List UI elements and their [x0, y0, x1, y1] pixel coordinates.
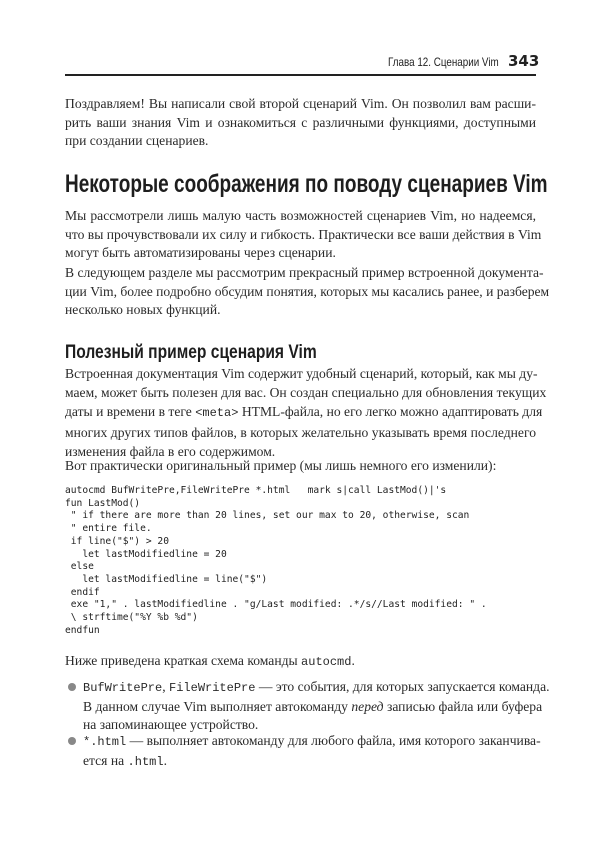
- text-line: маем, может быть полезен для вас. Он создан специально для обновления текущих: [65, 385, 547, 400]
- text-line: ции Vim, более подробно обсудим понятия, которых мы касались ранее, и разберем: [65, 283, 550, 299]
- text: записью файла или буфера: [383, 698, 543, 714]
- section-heading: Некоторые соображения по поводу сценариев Vim: [65, 170, 548, 198]
- inline-code: *.html: [83, 735, 127, 749]
- inline-code-meta: <meta>: [195, 406, 239, 420]
- list-item: [83, 732, 541, 771]
- text: В данном случае Vim выполняет автокоманду: [83, 698, 352, 714]
- text-line: [65, 652, 536, 672]
- text-line: Вот практически оригинальный пример (мы лишь немного его изменили):: [65, 458, 497, 473]
- section-paragraph-2: [65, 264, 550, 320]
- text: ется на: [83, 752, 128, 768]
- inline-code: .html: [127, 754, 164, 769]
- bullet-icon: [68, 737, 76, 745]
- text: ,: [162, 679, 170, 694]
- inline-code-autocmd: autocmd: [301, 655, 352, 669]
- text-line: Поздравляем! Вы написали свой второй сценарий Vim. Он позволил вам расши-: [65, 96, 536, 111]
- text-line: несколько новых функций.: [65, 302, 221, 318]
- text-line: [83, 698, 543, 717]
- code-listing: autocmd BufWritePre,FileWritePre *.html mark s|call LastMod()|'s fun LastMod() " if there are more than 20 lines, set our max to 20, otherwise, scan " entire file. if line("$") > 20 let lastModifiedline = 20 else let lastModifiedline = line("$") endif exe "1," . lastModifiedline . "g/Last modified: .*/s//Last modified: " . \ strftime("%Y %b %d") endfun: [65, 485, 487, 636]
- text-line: рить ваши знания Vim и ознакомиться с различными функциями, доступными: [65, 114, 536, 130]
- inline-code: BufWritePre: [83, 681, 163, 695]
- intro-paragraph: [65, 95, 536, 151]
- emphasis: перед: [351, 698, 384, 714]
- text-line: изменения файла в его содержимом.: [65, 444, 276, 459]
- text: Ниже приведена краткая схема команды: [65, 653, 302, 668]
- list-item: [83, 678, 550, 735]
- text: .: [163, 752, 167, 768]
- text-line: [65, 402, 543, 423]
- section-paragraph-1: [65, 207, 542, 263]
- text-line: [83, 732, 541, 752]
- text-line: при создании сценариев.: [65, 133, 209, 149]
- text-line: могут быть автоматизированы через сценарии.: [65, 245, 336, 261]
- header-rule: [65, 74, 536, 76]
- running-header-chapter: Глава 12. Сценарии Vim: [388, 55, 499, 69]
- subsection-paragraph-2: [65, 457, 536, 476]
- text-line: Встроенная документация Vim содержит удобный сценарий, который, как мы ду-: [65, 366, 538, 381]
- subsection-paragraph-3: [65, 652, 536, 672]
- text: — это события, для которых запускается команда.: [255, 679, 550, 694]
- subsection-paragraph-1: [65, 364, 547, 461]
- inline-code: FileWritePre: [169, 681, 256, 695]
- text-line: Мы рассмотрели лишь малую часть возможностей сценариев Vim, но надеемся,: [65, 208, 536, 223]
- text: HTML-файла, но его легко можно адаптировать для: [238, 404, 543, 419]
- page-number: 343: [508, 52, 540, 70]
- text-line: что вы прочувствовали их силу и гибкость. Практически все ваши действия в Vim: [65, 226, 542, 242]
- subsection-heading: Полезный пример сценария Vim: [65, 341, 317, 363]
- text-line: многих других типов файлов, в которых желательно указывать время последнего: [65, 425, 536, 440]
- text-line: [83, 752, 536, 772]
- text: — выполняет автокоманду для любого файла, имя которого заканчива-: [126, 733, 541, 748]
- text: даты и времени в теге: [65, 404, 196, 419]
- text-line: [83, 678, 550, 698]
- text-line: на запоминающее устройство.: [83, 717, 259, 733]
- text-line: В следующем разделе мы рассмотрим прекрасный пример встроенной документа-: [65, 265, 544, 280]
- text: .: [351, 653, 355, 668]
- bullet-icon: [68, 683, 76, 691]
